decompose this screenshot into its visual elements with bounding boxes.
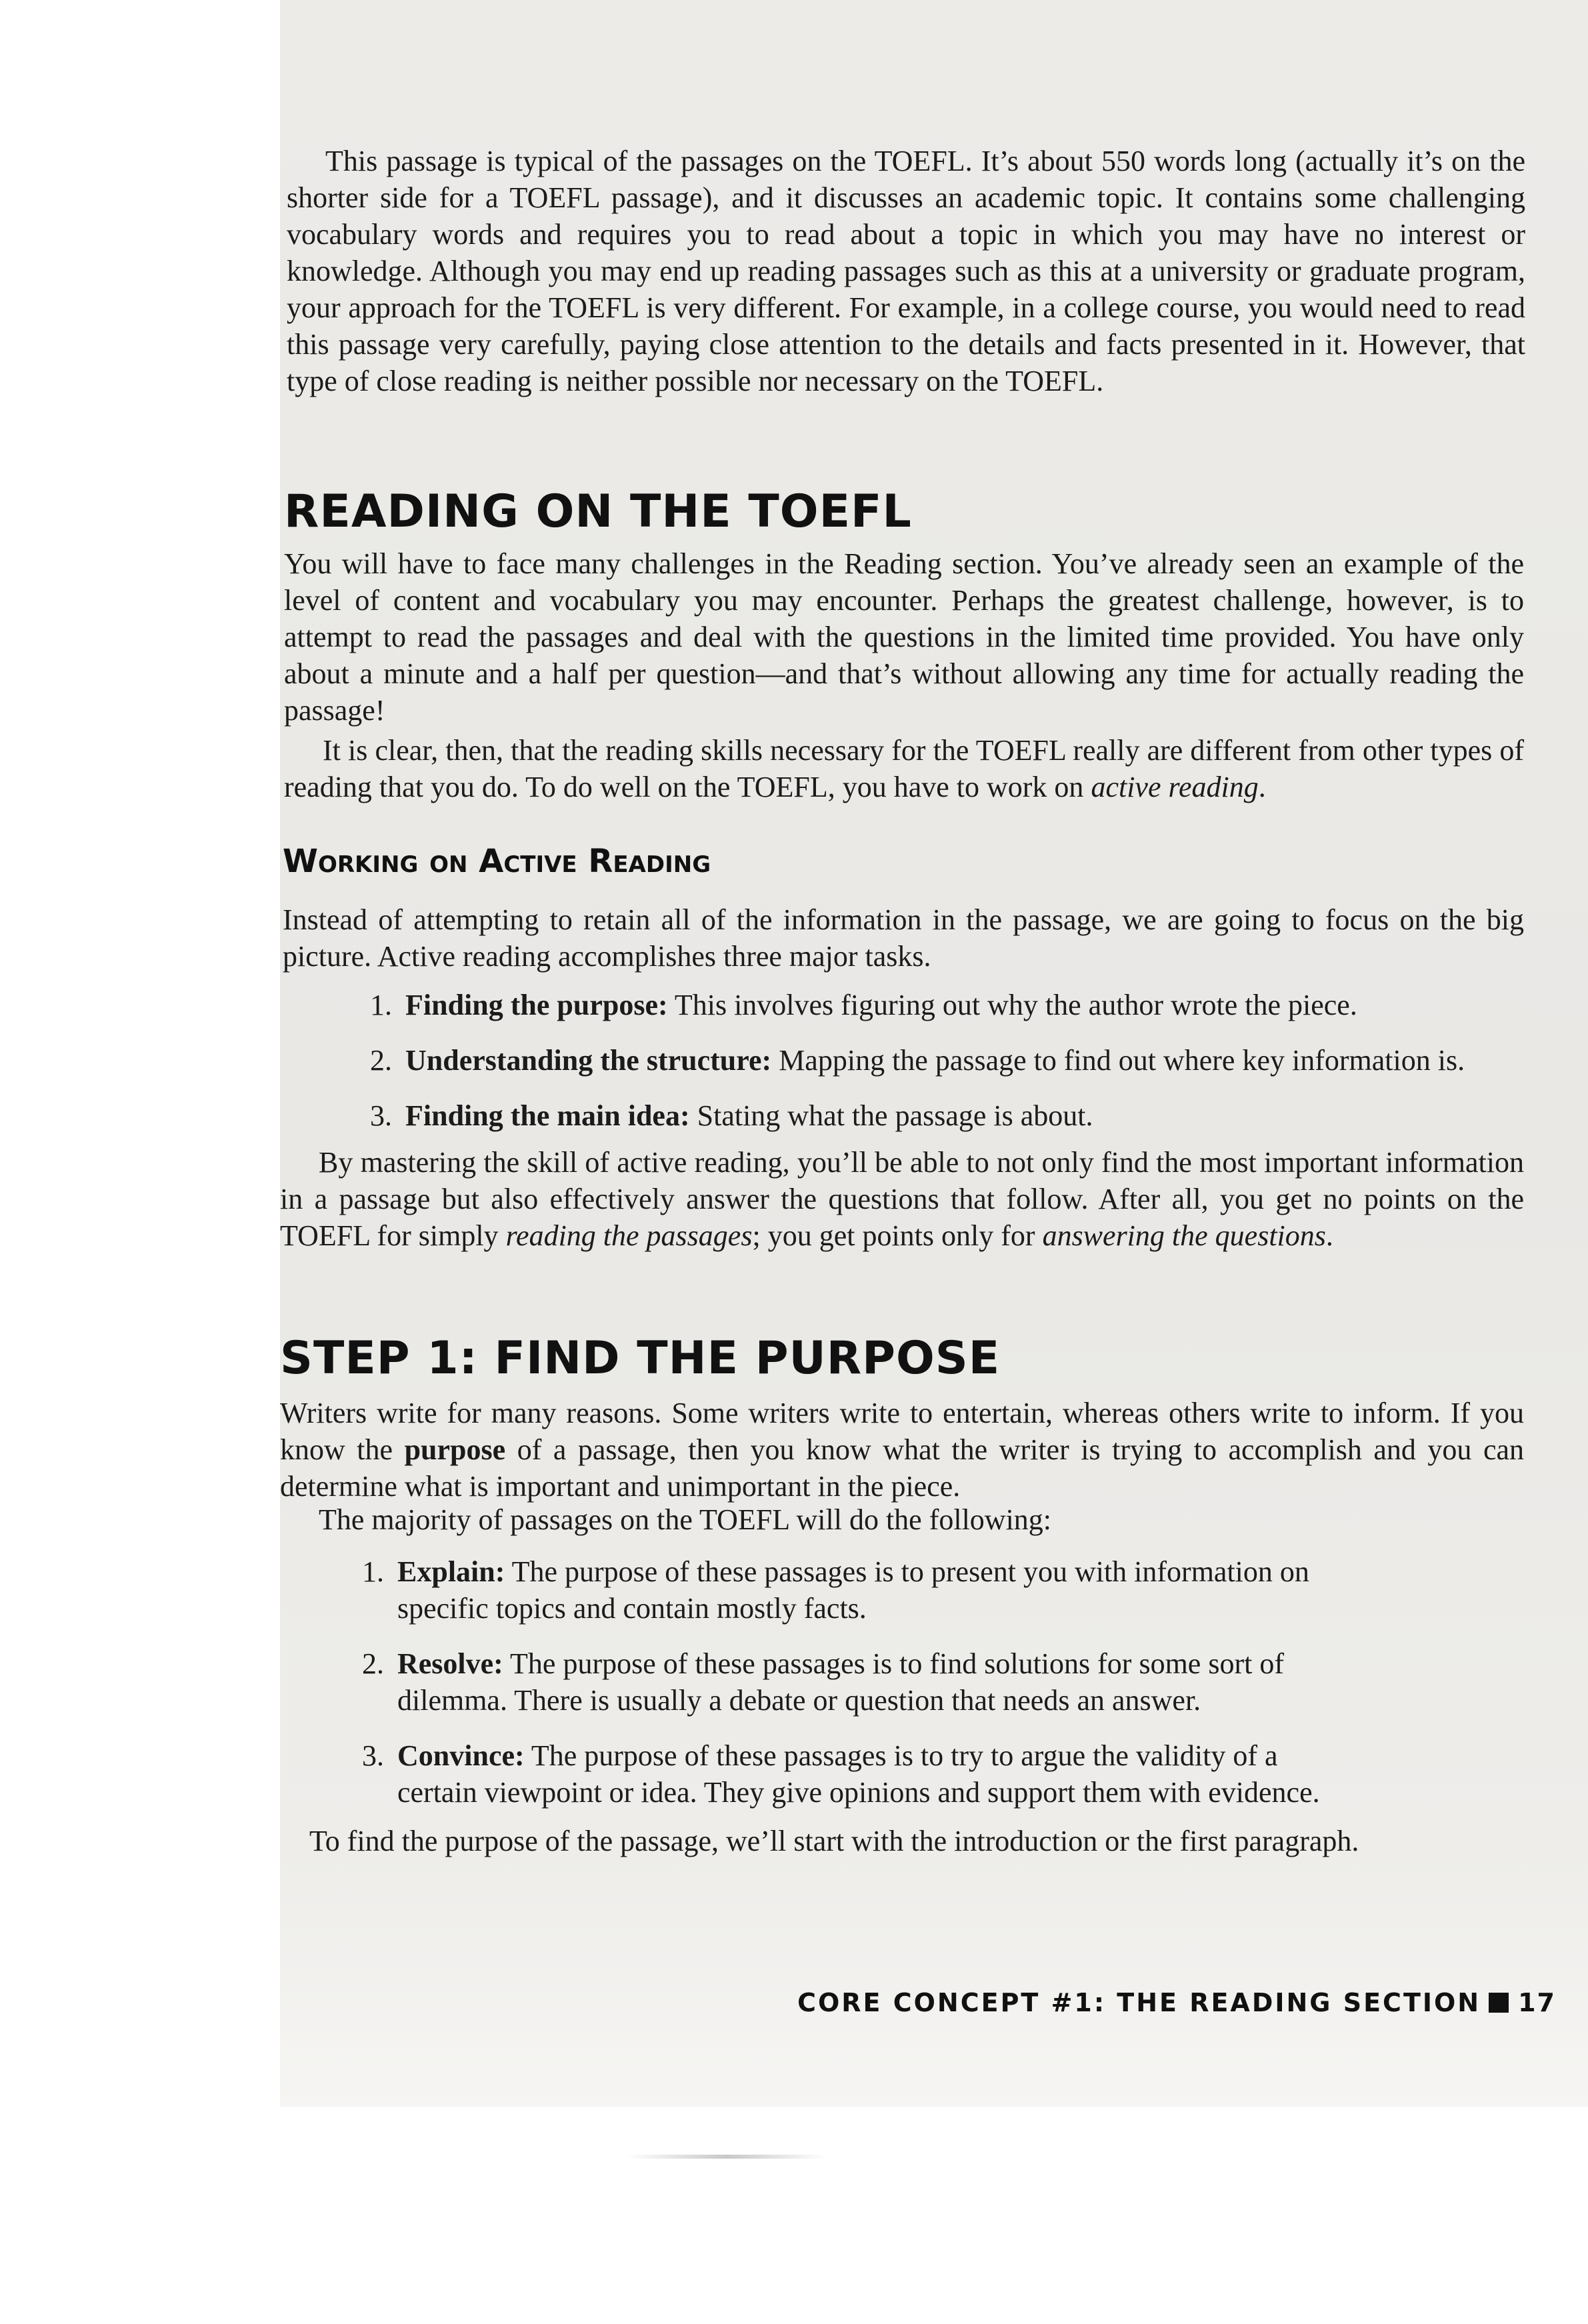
list-item [370,1097,1539,1134]
section2-text-a: Writers write for many reasons. Some writers write to entertain, whereas others write to inform. If you know the [280,1397,1524,1466]
list-item [370,987,1539,1023]
section-heading-reading-on-the-toefl: READING ON THE TOEFL [284,485,912,538]
list-item [362,1553,1357,1627]
list-number: 3. [362,1739,384,1772]
list-number: 2. [370,1044,392,1077]
list-text: The purpose of these passages is to present you with information on specific topics and contain mostly facts. [397,1555,1309,1625]
list-term: Understanding the structure: [405,1044,772,1077]
list-text: Stating what the passage is about. [689,1099,1093,1132]
subsection-heading-active-reading: Working on Active Reading [283,843,711,880]
emphasis-reading-the-passages: reading the passages [505,1219,753,1252]
list-term: Convince: [397,1739,525,1772]
closing-text-c: . [1325,1219,1333,1252]
list-number: 1. [362,1555,384,1588]
page-number: 17 [1518,1988,1556,2017]
book-page [280,0,1588,2107]
list-term: Resolve: [397,1647,503,1680]
list-item [362,1737,1357,1811]
intro-paragraph: This passage is typical of the passages on the TOEFL. It’s about 550 words long (actually it’s on the shorter side for a TOEFL passage), and it discusses an academic topic. It contains some challenging vocabulary words and requires you to read about a topic in which you may have no interest or knowledge. Although you may end up reading passages such as this at a university or graduate program, your approach for the TOEFL is very different. For example, in a college course, you would need to read this passage very carefully, paying close attention to the details and facts presented in it. However, that type of close reading is neither possible nor necessary on the TOEFL. [287,145,1525,397]
section2-text-c: of a passage, then you know what the writer is trying to accomplish and you can determine what is important and unimportant in the piece. [280,1433,1524,1503]
list-term: Explain: [397,1555,505,1588]
list-text: The purpose of these passages is to try to argue the validity of a certain viewpoint or idea. They give opinions and support them with evidence. [397,1739,1320,1809]
list-number: 1. [370,989,392,1021]
emphasis-answering-the-questions: answering the questions [1042,1219,1326,1252]
list-number: 2. [362,1647,384,1680]
page-content [280,0,1588,2107]
section2-closing-paragraph: To find the purpose of the passage, we’ll start with the introduction or the first paragraph. [309,1825,1359,1857]
running-head: CORE CONCEPT #1: THE READING SECTION [797,1988,1481,2017]
list-term: Finding the purpose: [405,989,668,1021]
list-number: 3. [370,1099,392,1132]
scan-smudge [627,2155,827,2159]
active-reading-task-list [370,987,1539,1134]
section1-paragraph-2 [284,732,1524,805]
closing-text-a: By mastering the skill of active reading, you’ll be able to not only find the most important information in a passage but also effectively answer the questions that follow. After all, you get no points on the TOEFL for simply [280,1146,1524,1252]
section2-paragraph-2: The majority of passages on the TOEFL will do the following: [319,1503,1052,1536]
list-term: Finding the main idea: [405,1099,690,1132]
term-purpose: purpose [404,1433,506,1466]
list-text: Mapping the passage to find out where key information is. [771,1044,1465,1077]
subsection-closing-paragraph [280,1144,1524,1254]
section1-paragraph-2-end: . [1258,771,1266,803]
closing-text-b: ; you get points only for [752,1219,1043,1252]
page-footer [797,1988,1556,2017]
section2-paragraph-1 [280,1395,1524,1505]
square-bullet-icon [1489,1993,1509,2013]
emphasis-active-reading: active reading [1091,771,1259,803]
list-text: This involves figuring out why the author wrote the piece. [667,989,1357,1021]
section1-paragraph-1: You will have to face many challenges in the Reading section. You’ve already seen an example of the level of content and vocabulary you may encounter. Perhaps the greatest challenge, however, is to attempt to read the passages and deal with the questions in the limited time provided. You have only about a minute and a half per question—and that’s without allowing any time for actually reading the passage! [284,547,1524,727]
subsection-paragraph: Instead of attempting to retain all of the information in the passage, we are going to focus on the big picture. Active reading accomplishes three major tasks. [283,903,1524,973]
section-heading-step-1: STEP 1: FIND THE PURPOSE [280,1332,1001,1385]
list-item [362,1645,1357,1719]
passage-purpose-list [362,1553,1357,1811]
section1-paragraph-2-text: It is clear, then, that the reading skills necessary for the TOEFL really are different from other types of reading that you do. To do well on the TOEFL, you have to work on [284,734,1524,803]
list-item [370,1042,1539,1079]
list-text: The purpose of these passages is to find solutions for some sort of dilemma. There is usually a debate or question that needs an answer. [397,1647,1284,1717]
